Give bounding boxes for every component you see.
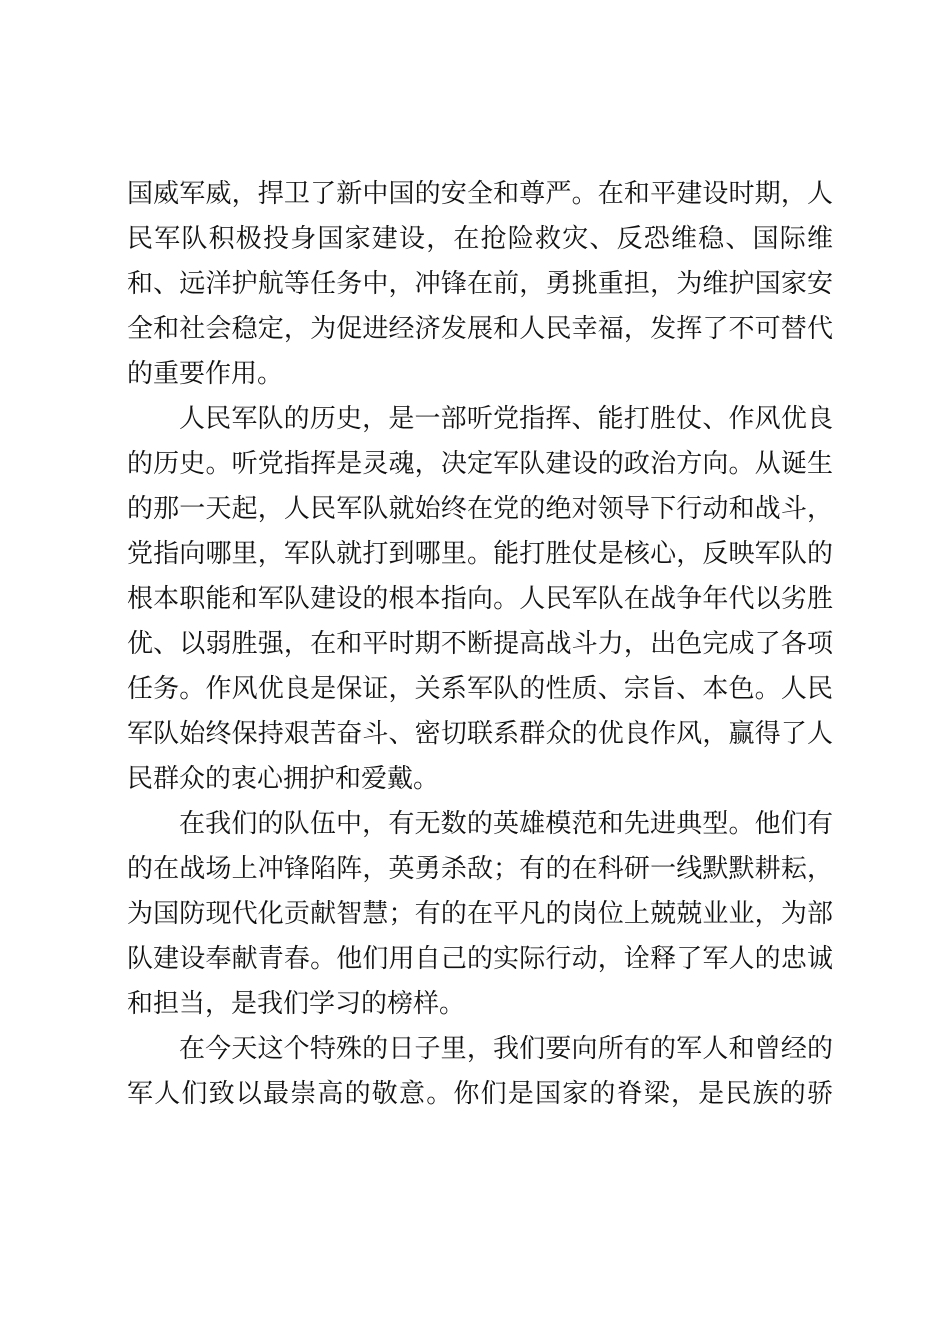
text-line: 在我们的队伍中，有无数的英雄模范和先进典型。他们有: [179, 809, 833, 839]
text-line: 根本职能和军队建设的根本指向。人民军队在战争年代以劣胜: [127, 584, 833, 614]
text-line: 人民军队的历史，是一部听党指挥、能打胜仗、作风优良: [179, 404, 833, 434]
text-line: 和担当，是我们学习的榜样。: [127, 989, 466, 1019]
paragraph-2: [127, 397, 833, 802]
text-line: 在今天这个特殊的日子里，我们要向所有的军人和曾经的: [179, 1034, 833, 1064]
paragraph-1: [127, 172, 833, 397]
text-line: 民群众的衷心拥护和爱戴。: [127, 764, 440, 794]
text-line: 和、远洋护航等任务中，冲锋在前，勇挑重担，为维护国家安: [127, 269, 833, 299]
text-line: 为国防现代化贡献智慧；有的在平凡的岗位上兢兢业业，为部: [127, 899, 833, 929]
document-body: [127, 172, 833, 1117]
text-line: 国威军威，捍卫了新中国的安全和尊严。在和平建设时期，人: [127, 179, 833, 209]
text-line: 党指向哪里，军队就打到哪里。能打胜仗是核心，反映军队的: [127, 539, 833, 569]
text-line: 的重要作用。: [127, 359, 284, 389]
paragraph-3: [127, 802, 833, 1027]
text-line: 的历史。听党指挥是灵魂，决定军队建设的政治方向。从诞生: [127, 449, 833, 479]
text-line: 优、以弱胜强，在和平时期不断提高战斗力，出色完成了各项: [127, 629, 833, 659]
paragraph-4: [127, 1027, 833, 1117]
text-line: 的那一天起，人民军队就始终在党的绝对领导下行动和战斗，: [127, 494, 833, 524]
text-line: 的在战场上冲锋陷阵，英勇杀敌；有的在科研一线默默耕耘，: [127, 854, 833, 884]
text-line: 任务。作风优良是保证，关系军队的性质、宗旨、本色。人民: [127, 674, 833, 704]
text-line: 军队始终保持艰苦奋斗、密切联系群众的优良作风，赢得了人: [127, 719, 833, 749]
text-line: 民军队积极投身国家建设，在抢险救灾、反恐维稳、国际维: [127, 224, 833, 254]
text-line: 军人们致以最崇高的敬意。你们是国家的脊梁，是民族的骄: [127, 1079, 833, 1109]
text-line: 全和社会稳定，为促进经济发展和人民幸福，发挥了不可替代: [127, 314, 833, 344]
text-line: 队建设奉献青春。他们用自己的实际行动，诠释了军人的忠诚: [127, 944, 833, 974]
